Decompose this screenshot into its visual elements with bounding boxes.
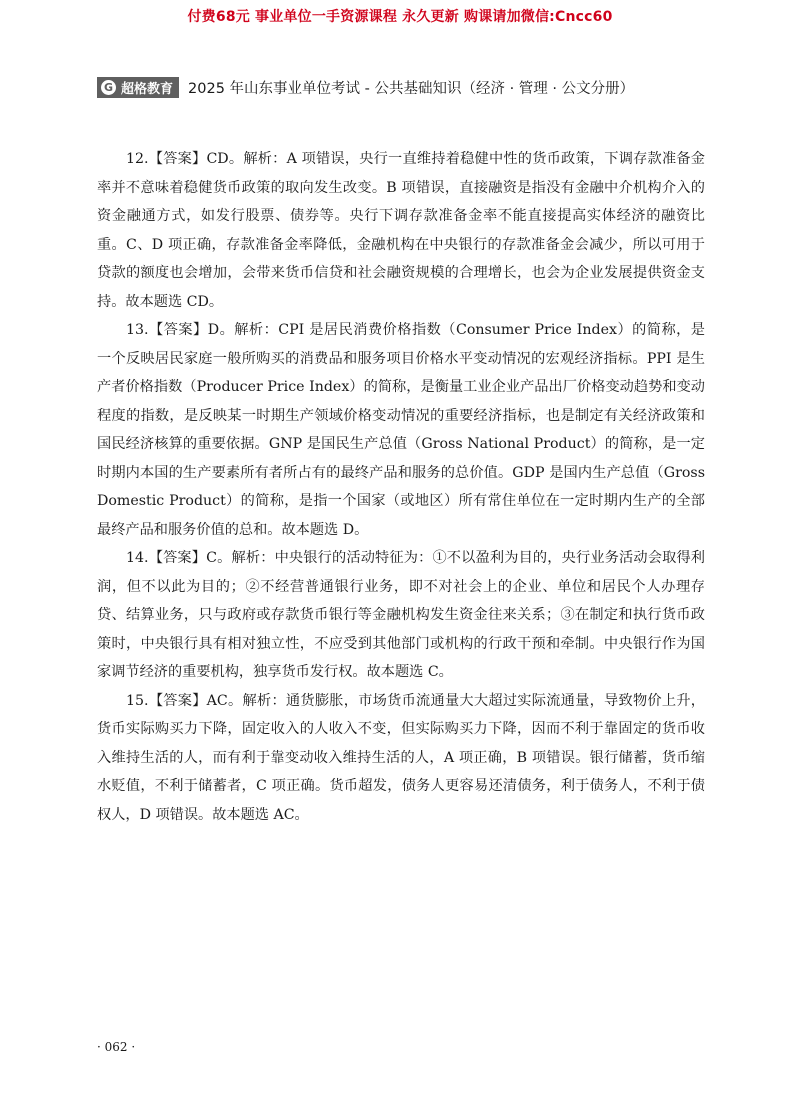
page-number: · 062 · — [97, 1040, 136, 1054]
answer-paragraph-14: 14.【答案】C。解析：中央银行的活动特征为：①不以盈利为目的，央行业务活动会取得利润，但不以此为目的；②不经营普通银行业务，即不对社会上的企业、单位和居民个人办理存贷、结算业务，只与政府或存款货币银行等金融机构发生资金往来关系；③在制定和执行货币政策时，中央银行具有相对独立性，不应受到其他部门或机构的行政干预和牵制。中央银行作为国家调节经济的重要机构，独享货币发行权。故本题选 C。 — [97, 550, 705, 680]
page-header — [97, 76, 634, 98]
answer-paragraph-13: 13.【答案】D。解析：CPI 是居民消费价格指数（Consumer Price Index）的简称，是一个反映居民家庭一般所购买的消费品和服务项目价格水平变动情况的宏观经济指标。PPI 是生产者价格指数（Producer Price Index）的简称，是衡量工业企业产品出厂价格变动趋势和变动程度的指数，是反映某一时期生产领域价格变动情况的重要经济指标，也是制定有关经济政策和国民经济核算的重要依据。GNP 是国民生产总值（Gross National Product）的简称，是一定时期内本国的生产要素所有者所占有的最终产品和服务的总价值。GDP 是国内生产总值（Gross Domestic Product）的简称，是指一个国家（或地区）所有常住单位在一定时期内生产的全部最终产品和服务价值的总和。故本题选 D。 — [97, 322, 705, 538]
book-title: 2025 年山东事业单位考试 - 公共基础知识（经济 · 管理 · 公文分册） — [188, 80, 635, 97]
answer-content — [97, 145, 705, 829]
answer-paragraph-12: 12.【答案】CD。解析：A 项错误，央行一直维持着稳健中性的货币政策，下调存款准备金率并不意味着稳健货币政策的取向发生改变。B 项错误，直接融资是指没有金融中介机构介入的资金融通方式，如发行股票、债券等。央行下调存款准备金率不能直接提高实体经济的融资比重。C、D 项正确，存款准备金率降低，金融机构在中央银行的存款准备金会减少，所以可用于贷款的额度也会增加，会带来货币信贷和社会融资规模的合理增长，也会为企业发展提供资金支持。故本题选 CD。 — [97, 151, 705, 310]
logo-text: 超格教育 — [121, 81, 174, 97]
logo-g-icon: G — [101, 80, 116, 95]
answer-paragraph-15: 15.【答案】AC。解析：通货膨胀，市场货币流通量大大超过实际流通量，导致物价上升，货币实际购买力下降，固定收入的人收入不变，但实际购买力下降，因而不利于靠固定的货币收入维持生活的人，而有利于靠变动收入维持生活的人，A 项正确，B 项错误。银行储蓄，货币缩水贬值，不利于储蓄者，C 项正确。货币超发，债务人更容易还清债务，利于债务人，不利于债权人，D 项错误。故本题选 AC。 — [97, 692, 705, 823]
brand-logo — [97, 77, 179, 98]
promo-banner: 付费68元 事业单位一手资源课程 永久更新 购课请加微信:Cncc60 — [187, 9, 613, 25]
